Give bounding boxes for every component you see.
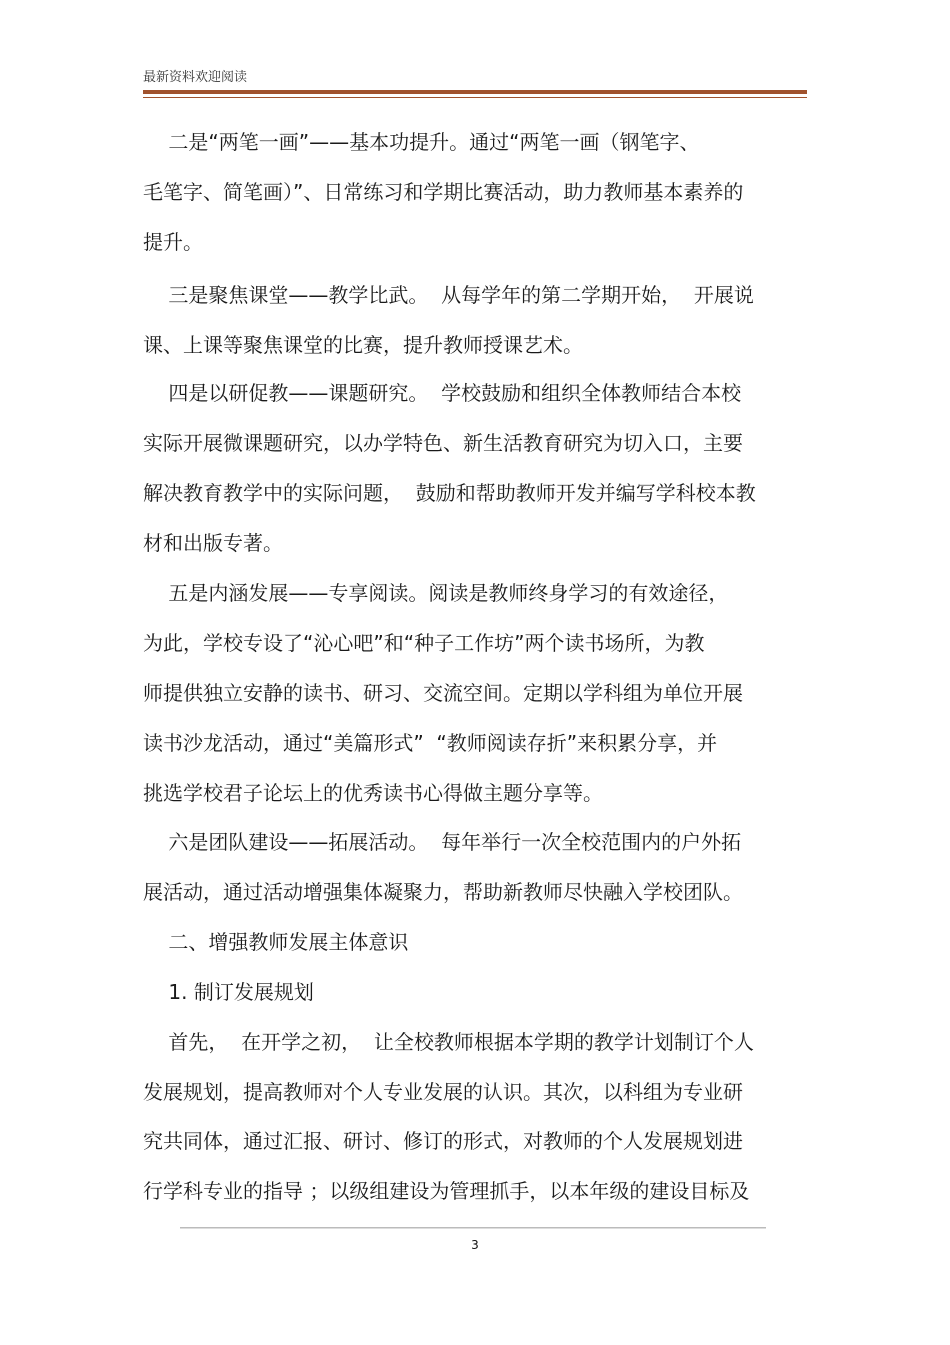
text-line: 六是团队建设——拓展活动。 每年举行一次全校范围内的户外拓 (143, 830, 742, 854)
text-line: 三是聚焦课堂——教学比武。 从每学年的第二学期开始， 开展说 (143, 283, 754, 307)
text-line: 首先， 在开学之初， 让全校教师根据本学期的教学计划制订个人 (143, 1030, 754, 1054)
text-line: 材和出版专著。 (143, 531, 283, 555)
text-line: 实际开展微课题研究，以办学特色、新生活教育研究为切入口，主要 (143, 431, 743, 455)
header-rule-thin (143, 97, 807, 98)
page-header: 最新资料欢迎阅读 (143, 70, 248, 85)
text-line: 读书沙龙活动，通过“美篇形式” “教师阅读存折”来积累分享，并 (143, 731, 718, 755)
page-number: 3 (471, 1238, 479, 1252)
text-line: 究共同体，通过汇报、研讨、修订的形式，对教师的个人发展规划进 (143, 1129, 743, 1153)
text-line: 展活动，通过活动增强集体凝聚力，帮助新教师尽快融入学校团队。 (143, 880, 743, 904)
section-heading: 二、增强教师发展主体意识 (143, 930, 409, 954)
text-line: 师提供独立安静的读书、研习、交流空间。定期以学科组为单位开展 (143, 681, 743, 705)
text-line: 为此，学校专设了“沁心吧”和“种子工作坊”两个读书场所，为教 (143, 631, 705, 655)
footer-rule (180, 1227, 766, 1229)
text-line: 五是内涵发展——专享阅读。阅读是教师终身学习的有效途径， (143, 581, 729, 605)
subsection-heading: 1. 制订发展规划 (143, 980, 314, 1004)
text-line: 提升。 (143, 230, 203, 254)
text-line: 挑选学校君子论坛上的优秀读书心得做主题分享等。 (143, 781, 603, 805)
text-line: 二是“两笔一画”——基本功提升。通过“两笔一画（钢笔字、 (143, 130, 700, 154)
text-line: 毛笔字、简笔画）”、日常练习和学期比赛活动，助力教师基本素养的 (143, 180, 744, 204)
text-line: 四是以研促教——课题研究。 学校鼓励和组织全体教师结合本校 (143, 381, 742, 405)
text-line: 课、上课等聚焦课堂的比赛，提升教师授课艺术。 (143, 333, 583, 357)
header-rule (143, 90, 807, 94)
text-line: 发展规划，提高教师对个人专业发展的认识。其次，以科组为专业研 (143, 1080, 743, 1104)
text-line: 解决教育教学中的实际问题， 鼓励和帮助教师开发并编写学科校本教 (143, 481, 756, 505)
text-line: 行学科专业的指导 ；以级组建设为管理抓手，以本年级的建设目标及 (143, 1179, 750, 1203)
